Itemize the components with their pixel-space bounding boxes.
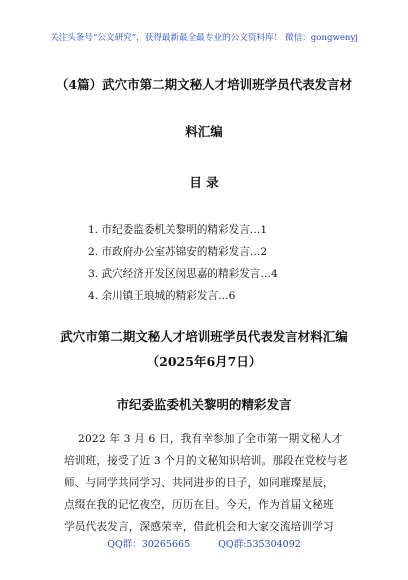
body-text-line: 学员代表发言，深感荣幸，借此机会和大家交流培训学习 (64, 521, 334, 533)
toc-heading: 目 录 (189, 175, 219, 190)
toc-item[interactable]: 4. 余川镇王琅城的精彩发言…6 (88, 290, 236, 302)
footer-qq-group-1: QQ群：30265665 (107, 539, 191, 550)
section-title: 武穴市第二期文秘人才培训班学员代表发言材料汇编 (60, 329, 348, 344)
toc-item[interactable]: 1. 市纪委监委机关黎明的精彩发言…1 (88, 224, 268, 236)
footer-contact (0, 536, 408, 550)
toc-item[interactable]: 3. 武穴经济开发区闵思嘉的精彩发言…4 (88, 268, 278, 280)
section-date: （2025年6月7日） (146, 354, 262, 369)
body-text-line: 师、与同学共同学习、共同进步的日子，如同璀璨星辰， (64, 477, 334, 489)
body-text-line: 培训班，接受了近 3 个月的文秘知识培训。那段在党校与老 (64, 455, 348, 467)
document-title-line-2: 料汇编 (185, 124, 223, 139)
speech-title: 市纪委监委机关黎明的精彩发言 (116, 397, 292, 412)
body-text-line: 点缀在我的记忆夜空，历历在目。今天，作为首届文秘班 (64, 499, 334, 511)
header-note: 关注头条号“公文研究”，获得最新最全最专业的公文资料库！ 微信：gongwenyj (50, 33, 358, 43)
footer-qq-group-2: QQ群:535304092 (218, 539, 301, 550)
body-text-line: 2022 年 3 月 6 日，我有幸参加了全市第一期文秘人才 (78, 433, 343, 445)
toc-item[interactable]: 2. 市政府办公室苏锦安的精彩发言…2 (88, 246, 268, 258)
document-title-line-1: （4篇）武穴市第二期文秘人才培训班学员代表发言材 (55, 77, 353, 92)
